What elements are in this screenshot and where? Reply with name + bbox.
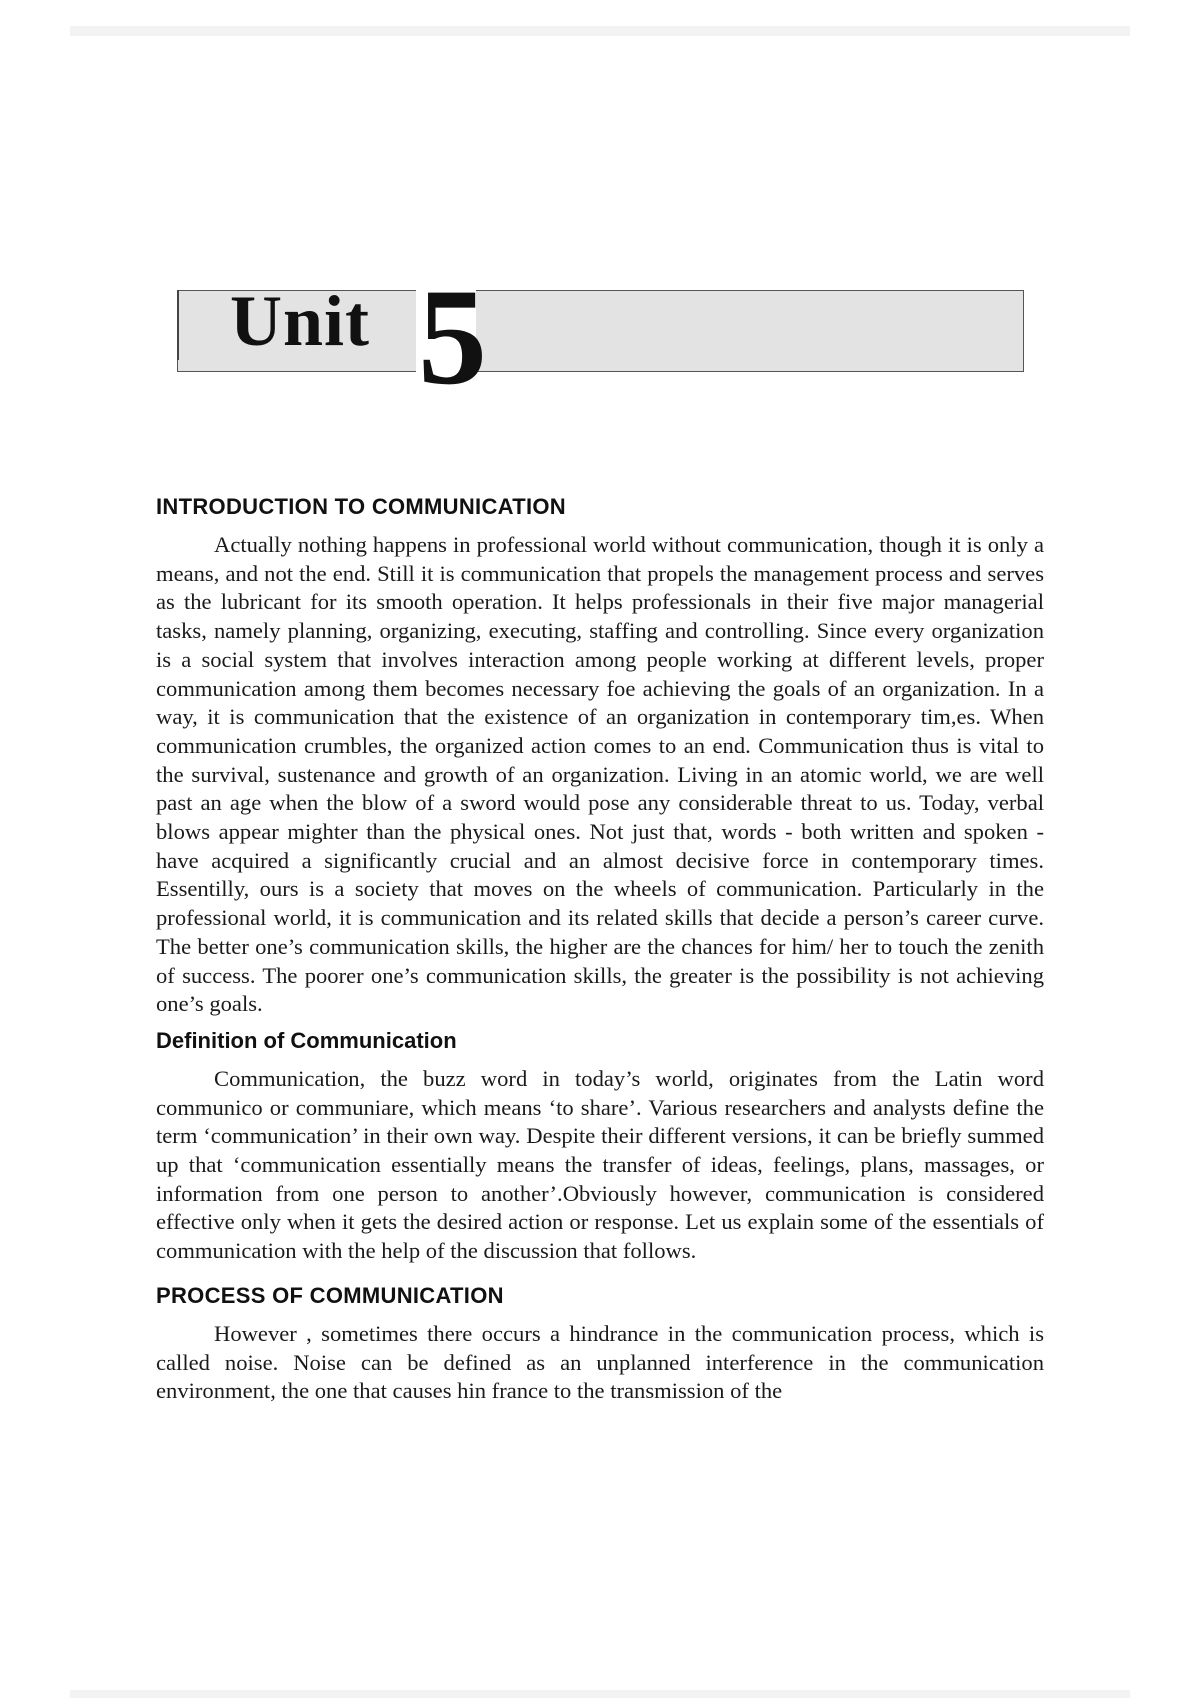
- page-bottom-edge: [70, 1690, 1130, 1698]
- unit-number: 5: [418, 260, 487, 413]
- process-paragraph: However , sometimes there occurs a hindrance in the communication process, which is called noise. Noise can be defined as an unplanned interference in the communication environment, the one that causes hin france to the transmission of the: [156, 1320, 1044, 1404]
- definition-paragraph: Communication, the buzz word in today’s world, originates from the Latin word communico or communiare, which means ‘to share’. Various researchers and analysts define the term ‘communication’ in their own way. Despite their different versions, it can be briefly summed up that ‘communication essentially means the transfer of ideas, feelings, plans, massages, or information from one person to another’.Obviously however, communication is considered effective only when it gets the desired action or response. Let us explain some of the essentials of communication with the help of the discussion that follows.: [156, 1065, 1044, 1264]
- introduction-paragraph: Actually nothing happens in professional world without communication, though it is only a means, and not the end. Still it is communication that propels the management process and serves as the lubricant for its smooth operation. It helps professionals in their five major managerial tasks, namely planning, organizing, executing, staffing and controlling. Since every organization is a social system that involves interaction among people working at different levels, proper communication among them becomes necessary foe achieving the goals of an organization. In a way, it is communication that the existence of an organization in contemporary tim,es. When communication crumbles, the organized action comes to an end. Communication thus is vital to the survival, sustenance and growth of an organization. Living in an atomic world, we are well past an age when the blow of a sword would pose any considerable threat to us. Today, verbal blows appear mighter than the physical ones. Not just that, words - both written and spoken - have acquired a significantly crucial and an almost decisive force in contemporary times. Essentilly, ours is a society that moves on the wheels of communication. Particularly in the professional world, it is communication and its related skills that decide a person’s career curve. The better one’s communication skills, the higher are the chances for him/ her to touch the zenith of success. The poorer one’s communication skills, the greater is the possibility is not achieving one’s goals.: [156, 532, 1044, 1017]
- section-heading-process: PROCESS OF COMMUNICATION: [156, 1282, 504, 1308]
- section-heading-definition: Definition of Communication: [156, 1027, 457, 1053]
- unit-label: Unit: [230, 281, 371, 361]
- document-body: [156, 493, 1044, 1406]
- page-top-edge: [70, 26, 1130, 36]
- unit-band-edge: [177, 290, 179, 360]
- section-heading-introduction: INTRODUCTION TO COMMUNICATION: [156, 494, 566, 519]
